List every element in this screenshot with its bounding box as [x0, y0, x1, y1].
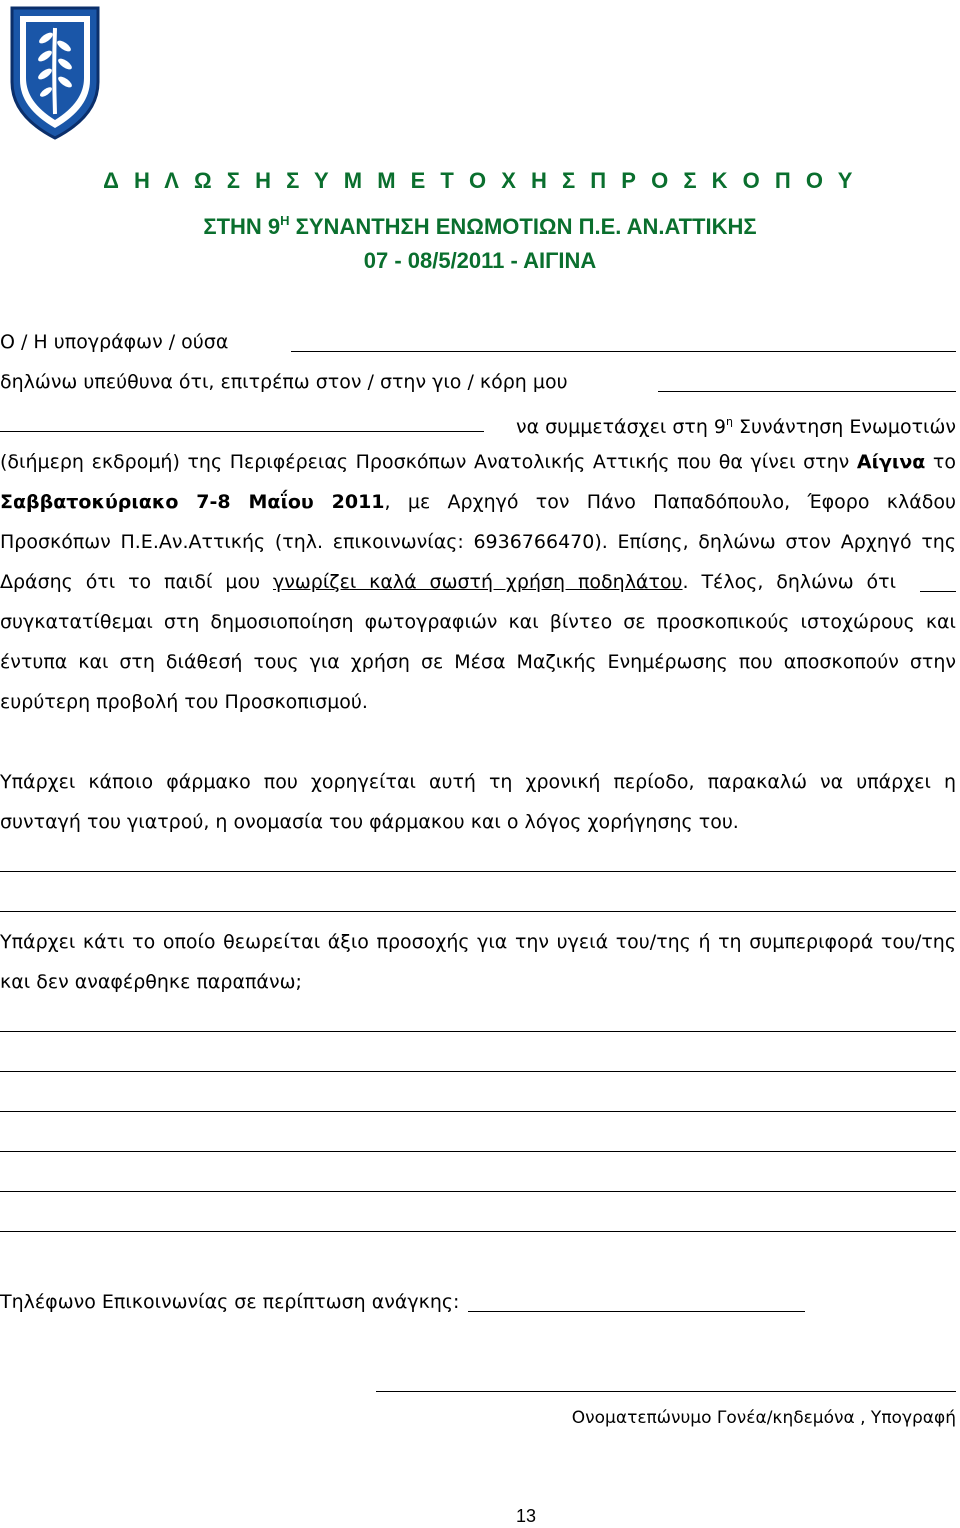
- consent-line-2: έντυπα και στη διάθεσή τους για χρήση σε Μέσα Μαζικής Ενημέρωσης που αποσκοπούν στην: [0, 651, 956, 673]
- emergency-phone-label: Τηλέφωνο Επικοινωνίας σε περίπτωση ανάγκης:: [0, 1291, 460, 1313]
- declaration-title: Δ Η Λ Ω Σ Η Σ Υ Μ Μ Ε Τ Ο Χ Η Σ Π Ρ Ο Σ Κ Ο Π Ο Υ: [103, 168, 857, 193]
- trip-b: το: [925, 451, 956, 473]
- medication-question-2: συνταγή του γιατρού, η ονομασία του φάρμακου και ο λόγος χορήγησης του.: [0, 811, 739, 833]
- emergency-phone-field[interactable]: [468, 1311, 805, 1312]
- participation-b: Συνάντηση Ενωμοτιών: [732, 416, 956, 438]
- signature-label: Ονοματεπώνυμο Γονέα/κηδεμόνα , Υπογραφή: [571, 1408, 956, 1428]
- contact-line: Προσκόπων Π.Ε.Αν.Αττικής (τηλ. επικοινωνίας: 6936766470). Επίσης, δηλώνω στον Αρχηγό της: [0, 531, 956, 553]
- signature-field[interactable]: [376, 1391, 956, 1392]
- event-date-title: 07 - 08/5/2011 - ΑΙΓΙΝΑ: [363, 248, 597, 273]
- meeting-title-a: ΣΤΗΝ 9: [203, 214, 281, 239]
- health-answer-line[interactable]: [0, 1151, 956, 1152]
- medication-answer-line[interactable]: [0, 911, 956, 912]
- meeting-title-b: ΣΥΝΑΝΤΗΣΗ ΕΝΩΜΟΤΙΩΝ Π.Ε. ΑΝ.ΑΤΤΙΚΗΣ: [289, 214, 757, 239]
- permission-line: δηλώνω υπεύθυνα ότι, επιτρέπω στον / στην γιο / κόρη μου: [0, 371, 568, 393]
- signer-name-field[interactable]: [291, 351, 956, 352]
- meeting-title: [0, 208, 960, 240]
- bicycle-underlined: γνωρίζει καλά σωστή χρήση ποδηλάτου: [272, 571, 683, 593]
- bicycle-b: . Τέλος, δηλώνω ότι: [682, 571, 896, 593]
- child-name-field[interactable]: [658, 391, 956, 392]
- participation-line: [494, 410, 956, 439]
- weekend-date: Σαββατοκύριακο 7-8 Μαΐου 2011: [0, 491, 385, 513]
- consent-blank-field[interactable]: [920, 591, 956, 592]
- participation-sup: η: [725, 415, 733, 428]
- page-number: 13: [515, 1506, 537, 1526]
- participation-a: να συμμετάσχει στη 9: [515, 416, 726, 438]
- trip-location: Αίγινα: [856, 451, 926, 473]
- health-question-2: και δεν αναφέρθηκε παραπάνω;: [0, 971, 302, 993]
- meeting-title-sup: Η: [280, 213, 290, 228]
- health-answer-line[interactable]: [0, 1111, 956, 1112]
- bicycle-a: Δράσης ότι το παιδί μου: [0, 571, 273, 593]
- health-answer-line[interactable]: [0, 1031, 956, 1032]
- scout-shield-logo-icon: [6, 4, 104, 142]
- weekend-b: , με Αρχηγό τον Πάνο Παπαδόπουλο, Έφορο κλάδου: [384, 491, 957, 513]
- medication-answer-line[interactable]: [0, 871, 956, 872]
- medication-question-1: Υπάρχει κάποιο φάρμακο που χορηγείται αυτή τη χρονική περίοδο, παρακαλώ να υπάρχει η: [0, 771, 956, 793]
- health-question-1: Υπάρχει κάτι το οποίο θεωρείται άξιο προσοχής για την υγειά του/της ή τη συμπεριφορά του/της: [0, 931, 956, 953]
- consent-line-1: συγκατατίθεμαι στη δημοσιοποίηση φωτογραφιών και βίντεο σε προσκοπικούς ιστοχώρους και: [0, 611, 956, 633]
- bicycle-line: [0, 570, 896, 594]
- child-name-field-cont[interactable]: [0, 431, 484, 432]
- health-answer-line[interactable]: [0, 1071, 956, 1072]
- health-answer-line[interactable]: [0, 1231, 956, 1232]
- trip-line: [0, 450, 956, 474]
- health-answer-line[interactable]: [0, 1191, 956, 1192]
- weekend-line: [0, 490, 956, 514]
- signer-label: Ο / Η υπογράφων / ούσα: [0, 331, 229, 353]
- trip-a: (διήμερη εκδρομή) της Περιφέρειας Προσκόπων Ανατολικής Αττικής που θα γίνει στην: [0, 451, 857, 473]
- consent-line-3: ευρύτερη προβολή του Προσκοπισμού.: [0, 691, 368, 713]
